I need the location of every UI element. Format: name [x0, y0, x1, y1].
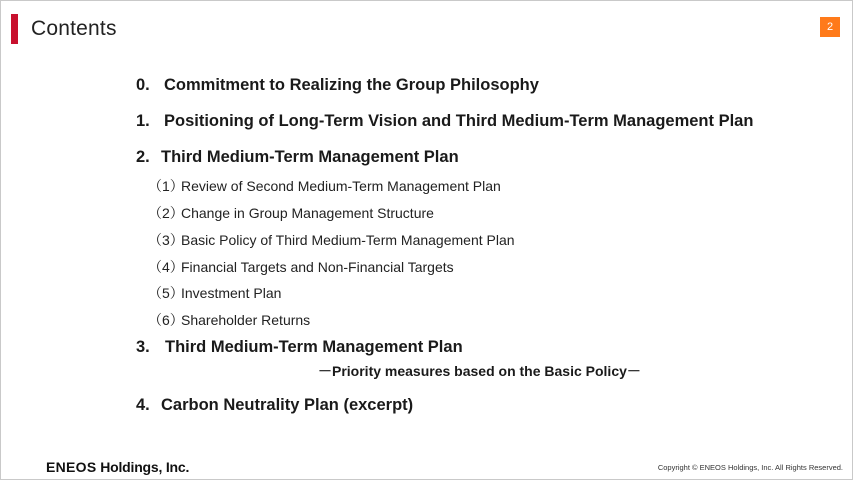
toc-subitem-number: （3） [148, 232, 184, 248]
toc-subitem-number: （1） [148, 178, 184, 194]
toc-item-4 [136, 396, 413, 415]
toc-item-number: 2. [136, 148, 150, 166]
toc-item-label: Third Medium-Term Management Plan [165, 338, 463, 356]
toc-subitem-2-4 [148, 257, 454, 277]
toc-subitem-number: （5） [148, 285, 184, 301]
title-accent-bar [11, 14, 18, 44]
toc-subitem-label: Basic Policy of Third Medium-Term Management Plan [181, 232, 515, 248]
toc-subitem-label: Shareholder Returns [181, 312, 311, 328]
toc-item-number: 3. [136, 338, 150, 356]
toc-subitem-label: Financial Targets and Non-Financial Targets [181, 259, 454, 275]
copyright-notice: Copyright © ENEOS Holdings, Inc. All Rights Reserved. [657, 463, 843, 472]
toc-item-0 [136, 76, 539, 95]
page-number-badge: 2 [820, 17, 840, 37]
toc-item-number: 0. [136, 76, 150, 94]
toc-item-label: Third Medium-Term Management Plan [161, 148, 459, 166]
toc-item-number: 1. [136, 112, 150, 130]
toc-subitem-label: Change in Group Management Structure [181, 205, 434, 221]
toc-subitem-2-3 [148, 230, 515, 250]
company-logo [46, 459, 189, 475]
toc-subitem-number: （2） [148, 205, 184, 221]
toc-item-label: Commitment to Realizing the Group Philosophy [164, 76, 539, 94]
logo-suffix: Holdings, Inc. [96, 459, 190, 475]
toc-subitem-number: （4） [148, 259, 184, 275]
page-title: Contents [31, 17, 117, 40]
toc-subitem-2-5 [148, 283, 281, 303]
toc-subitem-number: （6） [148, 312, 184, 328]
toc-item-3 [136, 338, 463, 357]
toc-item-1 [136, 112, 753, 131]
toc-item-3-subtitle: －Priority measures based on the Basic Policy－ [318, 363, 641, 379]
toc-item-label: Carbon Neutrality Plan (excerpt) [161, 396, 414, 414]
toc-subitem-2-2 [148, 203, 434, 223]
toc-item-2 [136, 148, 459, 167]
toc-item-number: 4. [136, 396, 150, 414]
toc-subitem-2-1 [148, 176, 501, 196]
toc-subitem-label: Investment Plan [181, 285, 282, 301]
toc-subitem-label: Review of Second Medium-Term Management Plan [181, 178, 501, 194]
logo-brand: ENEOS [46, 459, 97, 475]
toc-subitem-2-6 [148, 310, 310, 330]
toc-item-label: Positioning of Long-Term Vision and Third Medium-Term Management Plan [164, 112, 754, 130]
